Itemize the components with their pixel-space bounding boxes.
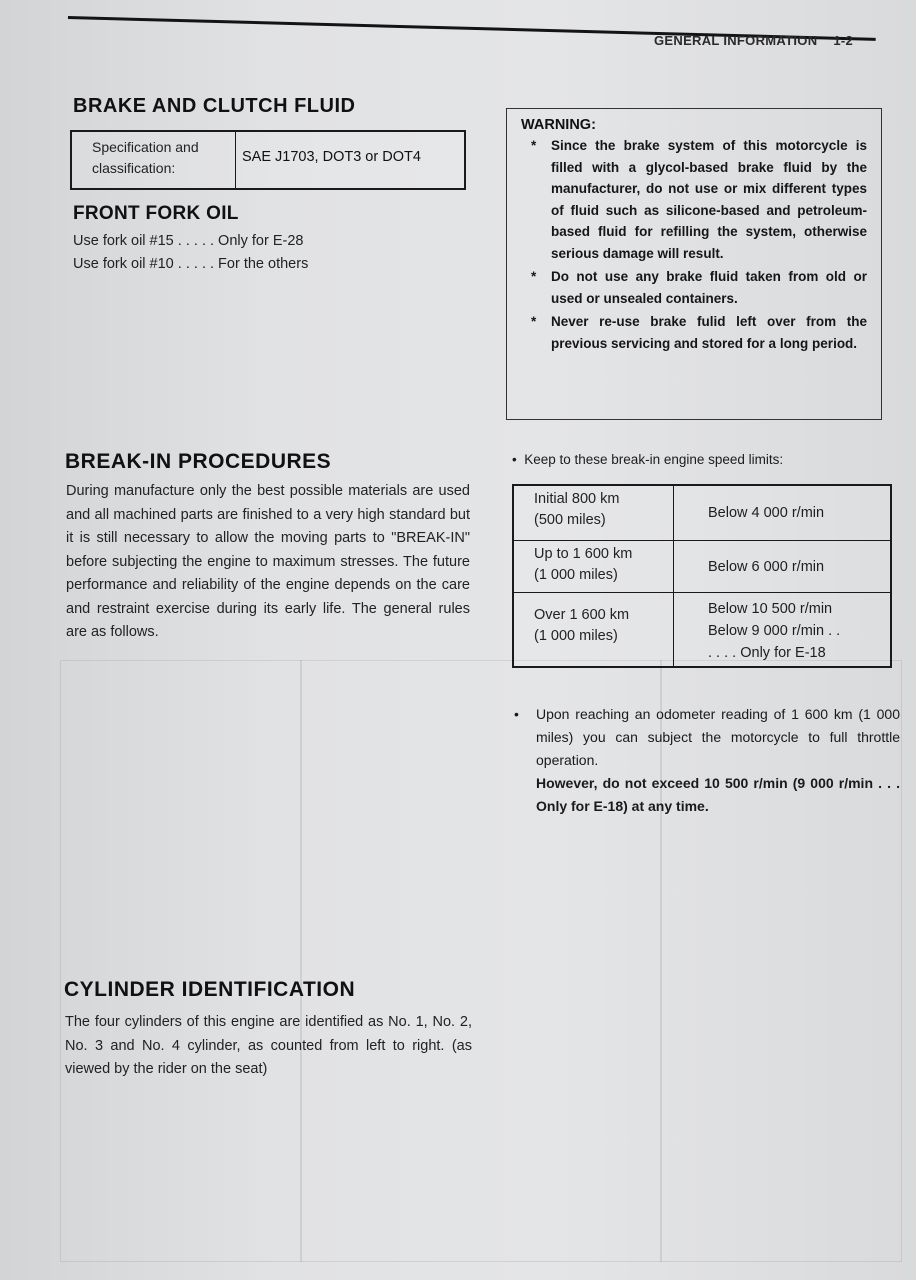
speed-limit: Below 9 000 r/min . . [708,622,841,639]
header-section: GENERAL INFORMATION [654,33,818,48]
spec-label-line: classification: [92,160,176,176]
bullet-icon: • [512,452,525,467]
speed-limit: Below 6 000 r/min [708,558,825,575]
speed-distance: Up to 1 600 km [534,546,633,562]
warning-item [521,311,867,354]
speed-distance: Over 1 600 km [534,607,630,623]
odometer-text: Upon reaching an odometer reading of 1 600 km (1 000 miles) you can subject the motorcycle to full throttle operation. [536,706,900,768]
odometer-caution: However, do not exceed 10 500 r/min (9 000 r/min . . . Only for E-18) at any time. [536,775,900,814]
speed-table-row [514,541,890,593]
break-in-speed-table [512,484,892,668]
warning-item-text: Do not use any brake fluid taken from old or used or unsealed containers. [551,269,867,306]
fork-oil-line: Use fork oil #10 . . . . . For the others [73,256,309,272]
warning-title: WARNING: [521,117,596,133]
speed-intro-text: Keep to these break-in engine speed limits: [524,452,784,467]
speed-limit: Below 10 500 r/min [708,600,833,617]
speed-distance-miles: (1 000 miles) [534,628,618,644]
bullet-icon: * [531,269,537,284]
warning-item-text: Never re-use brake fulid left over from the previous servicing and stored for a long period. [551,314,867,351]
bullet-icon: • [514,706,519,722]
header-page-number: 1-2 [833,33,854,48]
speed-limit: Below 4 000 r/min [708,505,825,521]
cylinder-paragraph: The four cylinders of this engine are identified as No. 1, No. 2, No. 3 and No. 4 cylinder, as counted from left to right. (as viewed by the rider on the seat) [65,1014,472,1077]
speed-distance-cell [514,593,674,668]
brake-fluid-spec-table [70,130,466,190]
fork-oil-line: Use fork oil #15 . . . . . Only for E-28 [73,233,304,249]
spec-label-cell [72,132,236,188]
odometer-item [512,703,900,818]
bullet-icon: * [531,138,537,153]
break-in-paragraph: During manufacture only the best possible materials are used and all machined parts are finished to a very high standard but it is still necessary to allow the moving parts to "BREAK-IN" before subjecting the engine to maximum stresses. The future performance and reliability of the engine depends on the care and restraint exercise during its early life. The general rules are as follows. [66,483,470,640]
speed-distance-miles: (500 miles) [534,512,606,528]
warning-item [521,135,867,264]
cylinder-title: CYLINDER IDENTIFICATION [64,978,356,1001]
bullet-icon: * [531,314,537,329]
bleed-through-column-line [300,660,302,1262]
warning-item [521,266,867,309]
speed-limit-cell [674,593,890,668]
speed-limit-cell [674,486,890,540]
speed-distance-cell [514,541,674,592]
fork-oil-title: FRONT FORK OIL [73,203,239,224]
speed-distance: Initial 800 km [534,491,620,507]
spec-value-cell: SAE J1703, DOT3 or DOT4 [242,149,421,165]
speed-table-row [514,593,890,668]
speed-limit-cell [674,541,890,592]
speed-table-row [514,486,890,541]
warning-box [506,108,882,420]
speed-distance-miles: (1 000 miles) [534,567,618,583]
running-header [654,33,853,48]
speed-limit-note: . . . . Only for E-18 [708,644,826,661]
warning-item-text: Since the brake system of this motorcycle is filled with a glycol-based brake fluid by the manufacturer, do not use or mix different types of fluid such as silicone-based and petroleum-based fluid for refilling the system, otherwise serious damage will result. [551,138,867,261]
speed-intro [512,452,783,467]
odometer-note [512,703,900,818]
speed-distance-cell [514,486,674,540]
spec-label-line: Specification and [92,139,199,155]
brake-fluid-title: BRAKE AND CLUTCH FLUID [73,95,356,117]
break-in-title: BREAK-IN PROCEDURES [65,450,332,473]
